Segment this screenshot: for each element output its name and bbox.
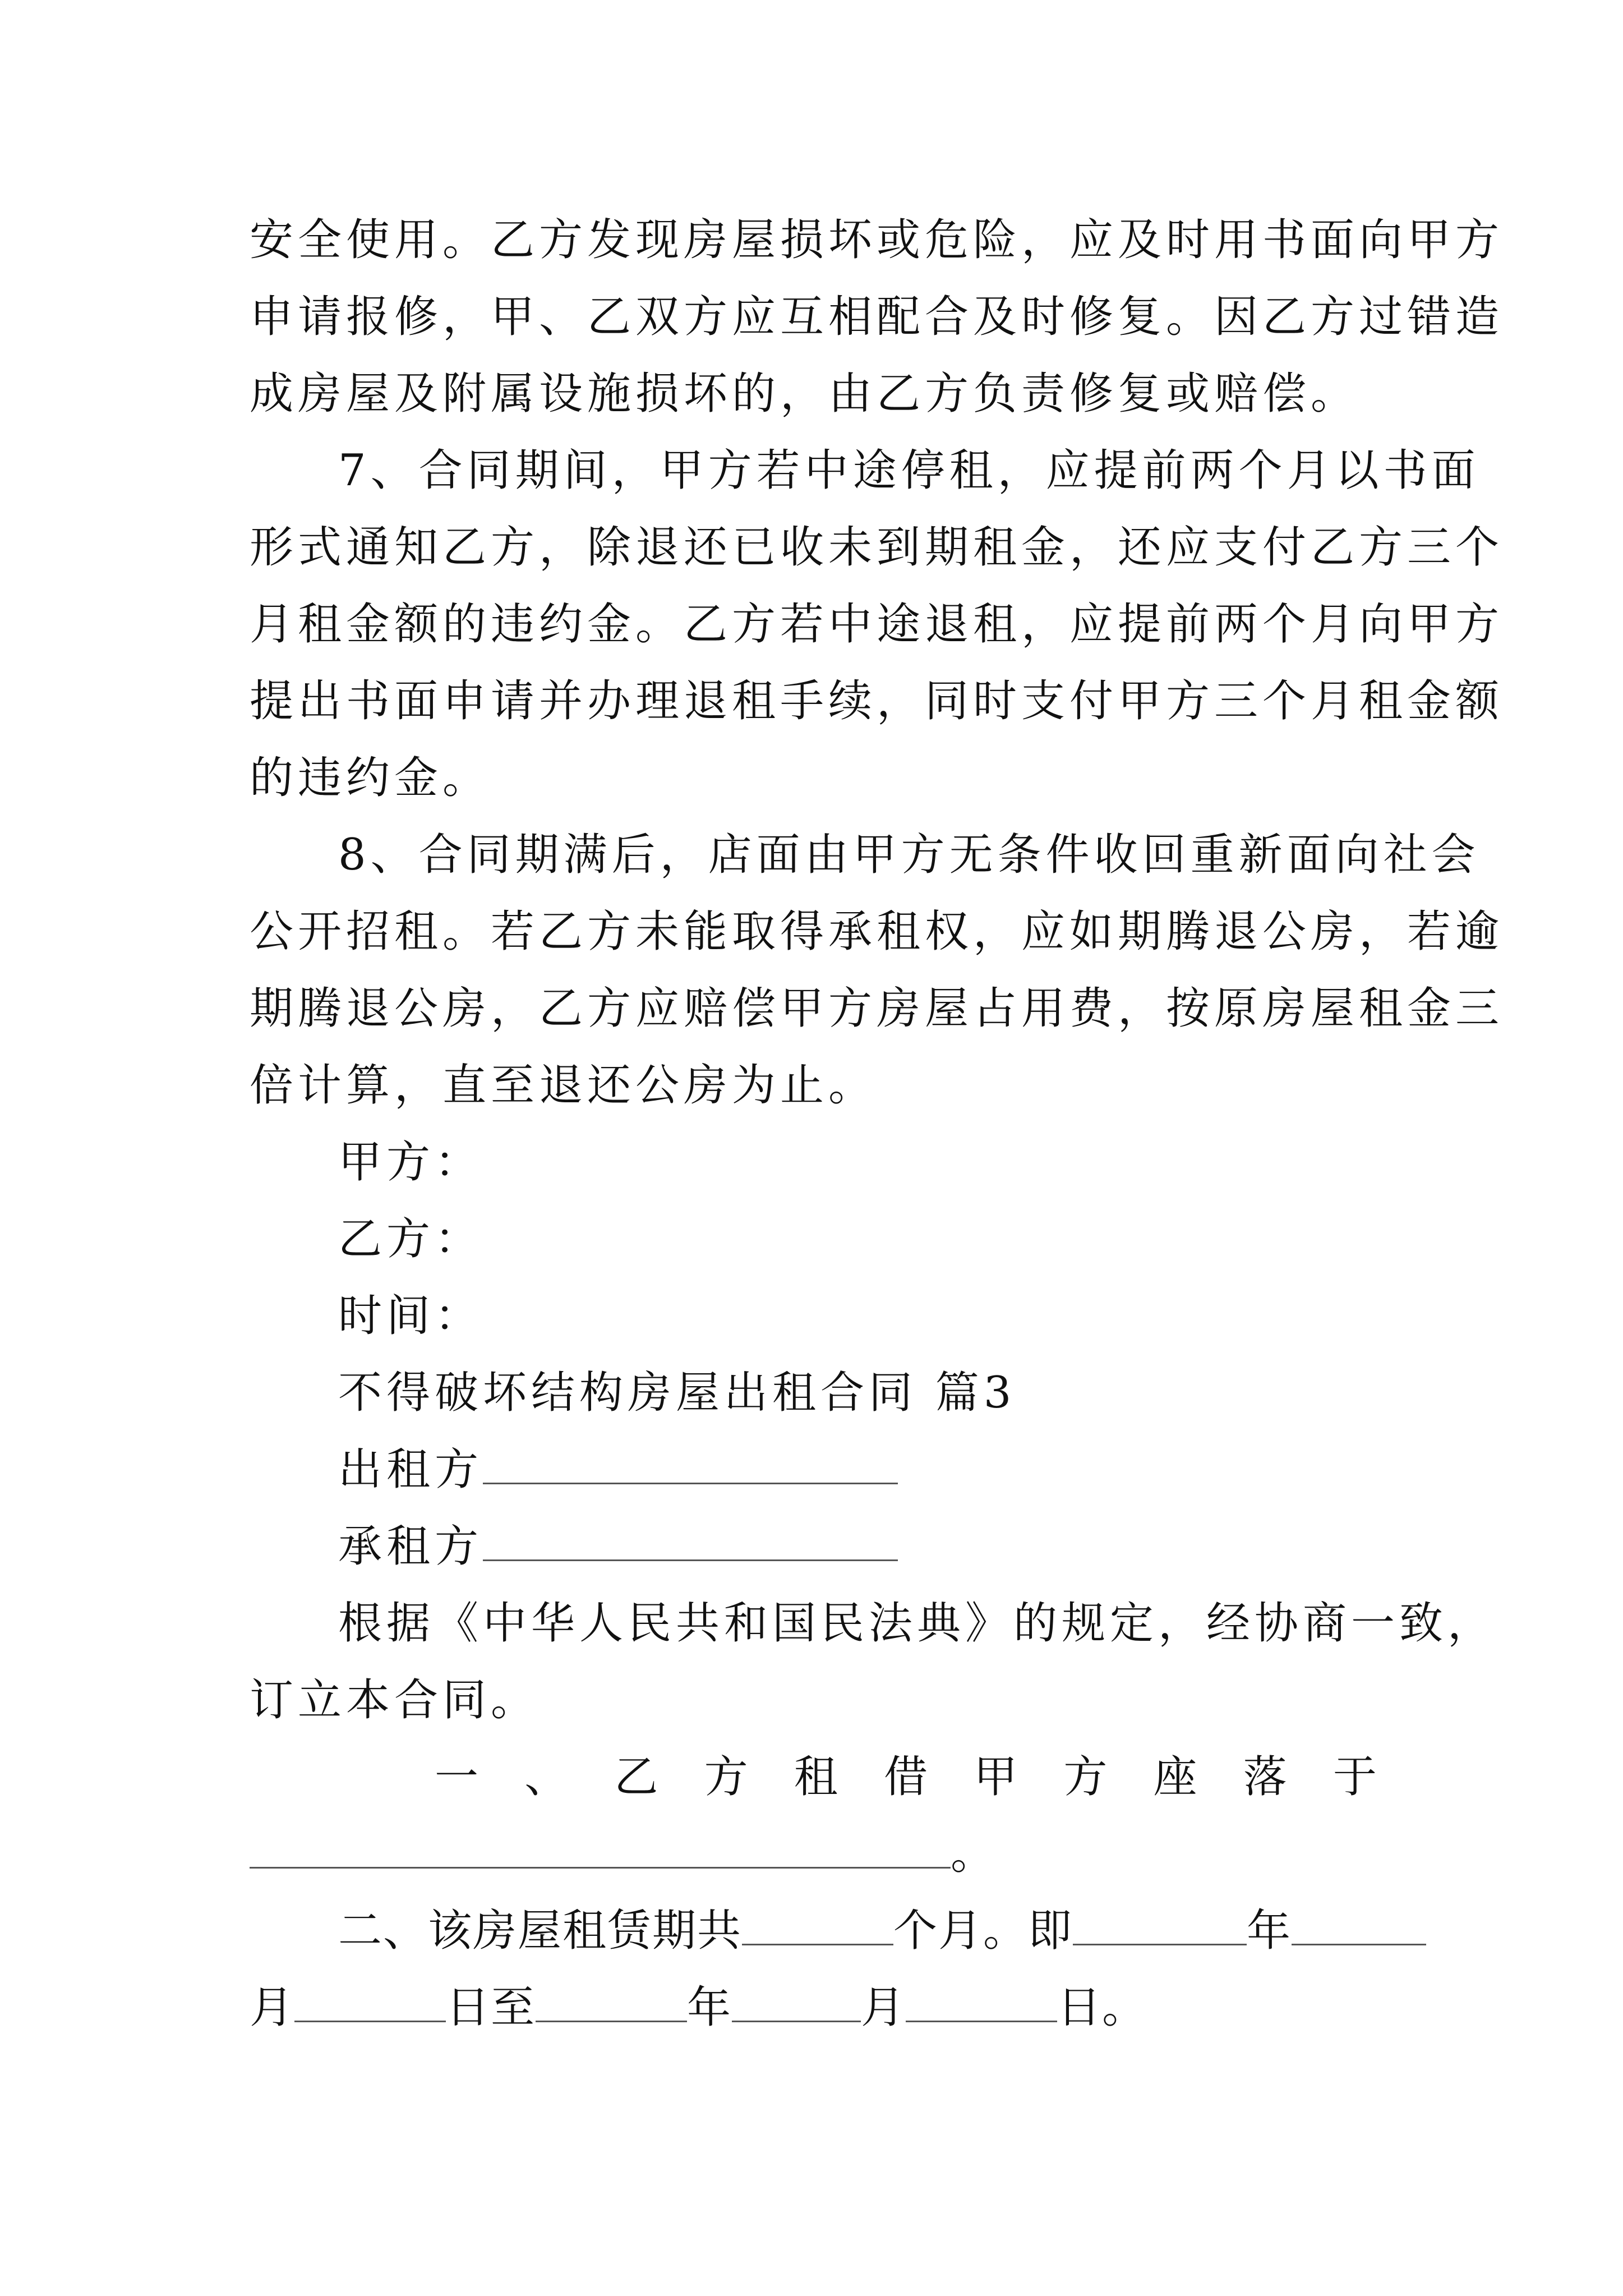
clause-1-char: 方 — [704, 1752, 748, 1802]
paragraph-7-line-5: 的违约金。 — [250, 753, 491, 803]
lessee-blank — [483, 1520, 898, 1561]
clause-1-char: 座 — [1153, 1752, 1197, 1802]
basis-line-1: 根据《中华人民共和国民法典》的规定，经协商一致， — [338, 1598, 1496, 1649]
clause-1-char: 乙 — [614, 1752, 658, 1802]
lease-months-blank — [742, 1904, 893, 1945]
lessee-label: 承租方 — [338, 1521, 483, 1572]
time-label: 时间： — [338, 1291, 483, 1341]
section-title: 不得破坏结构房屋出租合同 篇3 — [338, 1368, 1016, 1418]
end-day-blank — [906, 1981, 1057, 2022]
clause-2-year-2: 年 — [687, 1982, 732, 2033]
paragraph-7-line-1: 7、合同期间，甲方若中途停租，应提前两个月以书面 — [338, 445, 1480, 496]
lessor-blank — [483, 1443, 898, 1484]
clause-1-char: 落 — [1243, 1752, 1287, 1802]
paragraph-8-line-1: 8、合同期满后，店面由甲方无条件收回重新面向社会 — [338, 830, 1480, 880]
clause-1-char: 、 — [524, 1752, 569, 1802]
clause-2-line-1 — [250, 1893, 1377, 1970]
clause-2-line-2 — [250, 1970, 1377, 2046]
basis-line-2: 订立本合同。 — [250, 1675, 540, 1726]
paragraph-7-line-4: 提出书面申请并办理退租手续，同时支付甲方三个月租金额 — [250, 676, 1504, 726]
paragraph-6-line-1: 安全使用。乙方发现房屋损坏或危险，应及时用书面向甲方 — [250, 215, 1504, 265]
clause-2-intro: 二、该房屋租赁期共 — [338, 1906, 743, 1956]
clause-1-char: 一 — [435, 1752, 479, 1802]
clause-1-char: 租 — [794, 1752, 838, 1802]
clause-1-char: 方 — [1063, 1752, 1108, 1802]
lessee-row — [250, 1508, 1377, 1585]
clause-1-line-1 — [250, 1739, 1377, 1816]
clause-2-day-end: 日。 — [1057, 1982, 1147, 2033]
clause-1-line-2 — [250, 1816, 1377, 1893]
start-year-blank — [1073, 1904, 1247, 1945]
clause-1-char: 于 — [1332, 1752, 1377, 1802]
paragraph-8-line-2: 公开招租。若乙方未能取得承租权，应如期腾退公房，若逾 — [250, 907, 1504, 957]
paragraph-6-line-2: 申请报修，甲、乙双方应互相配合及时修复。因乙方过错造 — [250, 292, 1504, 342]
end-year-blank — [536, 1981, 687, 2022]
clause-1-address-blank — [250, 1828, 951, 1869]
clause-2-months: 个月。即 — [893, 1906, 1073, 1956]
paragraph-7-line-2: 形式通知乙方，除退还已收未到期租金，还应支付乙方三个 — [250, 522, 1504, 573]
party-b-label: 乙方： — [338, 1214, 483, 1264]
clause-2-month-1: 月 — [250, 1982, 295, 2033]
party-a-label: 甲方： — [338, 1137, 483, 1188]
paragraph-6-line-3: 成房屋及附属设施损坏的，由乙方负责修复或赔偿。 — [250, 369, 1359, 419]
clause-2-day-to: 日至 — [446, 1982, 536, 2033]
paragraph-7-line-3: 月租金额的违约金。乙方若中途退租，应提前两个月向甲方 — [250, 599, 1504, 650]
paragraph-8-line-3: 期腾退公房，乙方应赔偿甲方房屋占用费，按原房屋租金三 — [250, 983, 1504, 1034]
start-month-blank — [1292, 1904, 1426, 1945]
lessor-row — [250, 1432, 1377, 1508]
paragraph-8-line-4: 倍计算，直至退还公房为止。 — [250, 1060, 877, 1111]
start-day-blank — [294, 1981, 446, 2022]
lessor-label: 出租方 — [338, 1444, 483, 1495]
clause-1-char: 借 — [883, 1752, 928, 1802]
clause-2-year-1: 年 — [1247, 1906, 1292, 1956]
clause-1-char: 甲 — [974, 1752, 1018, 1802]
end-month-blank — [732, 1981, 861, 2022]
clause-1-end: 。 — [951, 1829, 999, 1879]
clause-2-month-2: 月 — [861, 1982, 906, 2033]
